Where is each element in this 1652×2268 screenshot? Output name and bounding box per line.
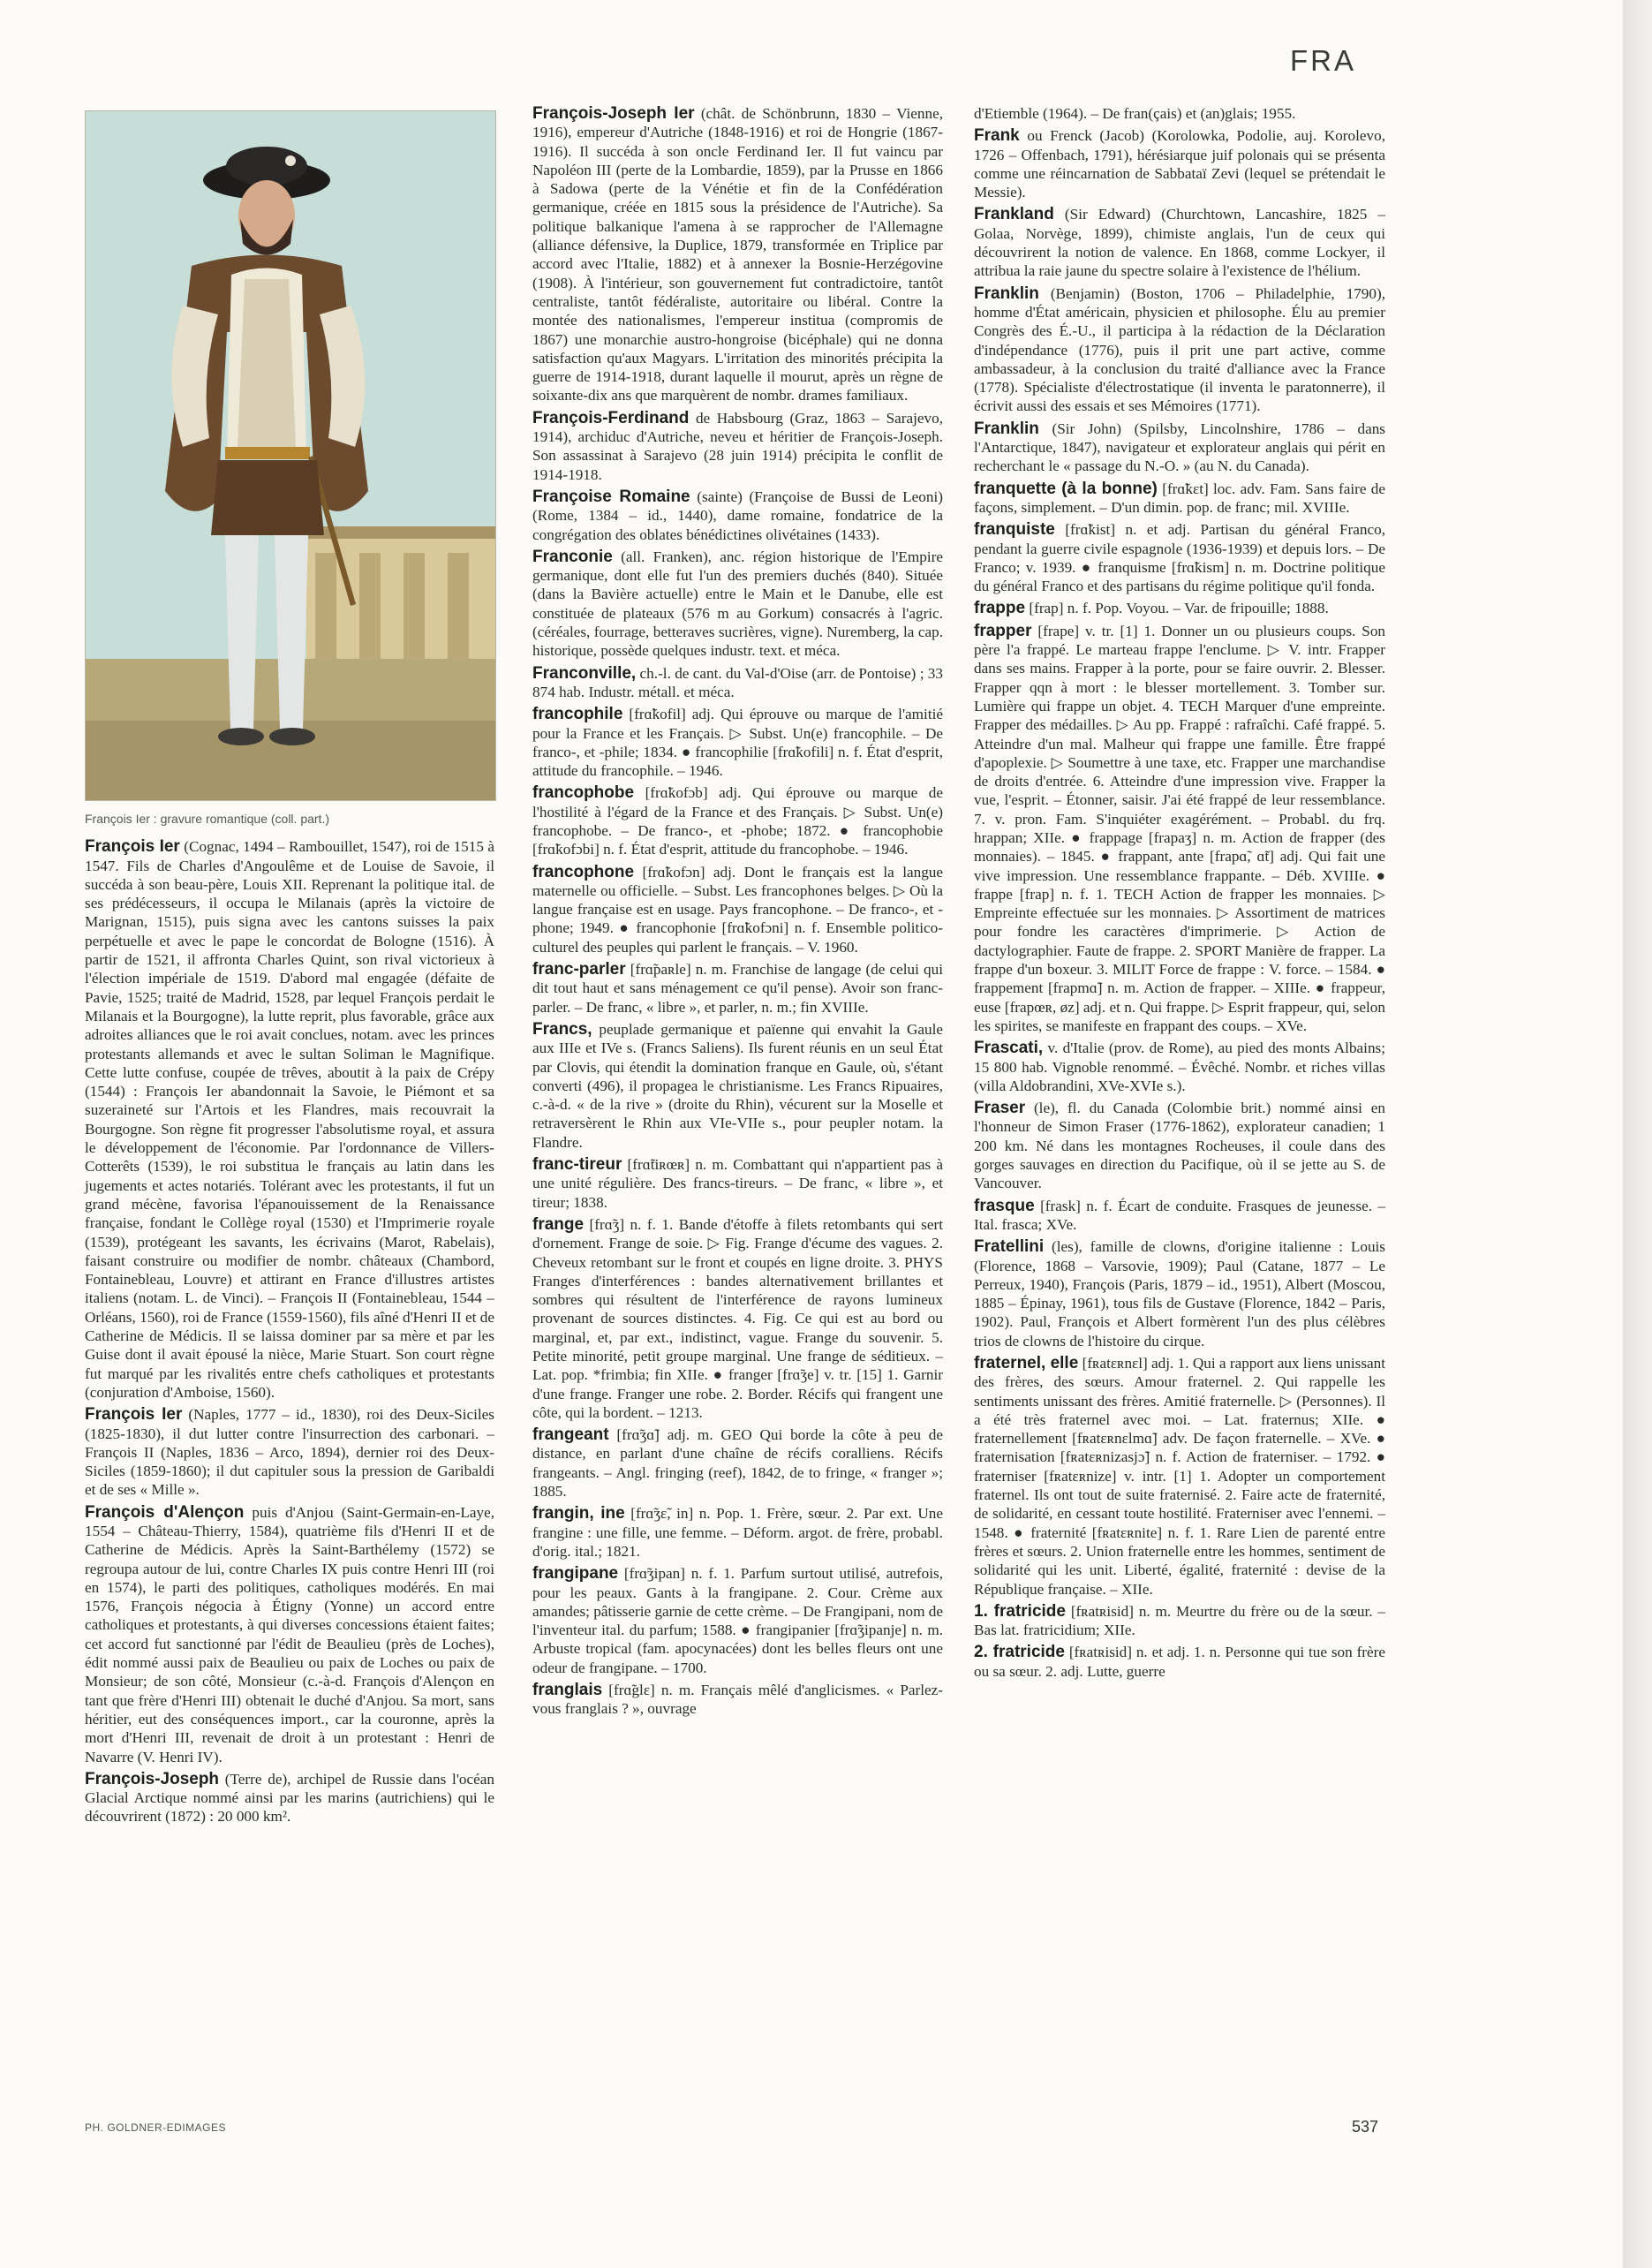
dictionary-entry bbox=[532, 548, 943, 661]
dictionary-entry bbox=[85, 837, 494, 1402]
entry-headword: francophone bbox=[532, 862, 635, 881]
dictionary-entry bbox=[532, 783, 943, 858]
entry-headword: Franklin bbox=[974, 419, 1039, 438]
entry-headword: François-Joseph Ier bbox=[532, 104, 695, 123]
entry-text: de Habsbourg (Graz, 1863 – Sarajevo, 1914), archiduc d'Autriche, neveu et héritier de François-Joseph. Son assassinat à Sarajevo (28 juin 1914) précipita le conflit de 1914-1918. bbox=[532, 409, 944, 483]
entry-text: [frɑ̃glɛ] n. m. Français mêlé d'anglicismes. « Parlez-vous franglais ? », ouvrage bbox=[532, 1682, 943, 1718]
entry-text: (Sir John) (Spilsby, Lincolnshire, 1786 – dans l'Antarctique, 1847), navigateur et explorateur anglais qui périt en recherchant le « passage du N.-O. » (au N. du Canada). bbox=[974, 420, 1385, 475]
dictionary-entry bbox=[974, 520, 1385, 595]
entry-text: (les), famille de clowns, d'origine italienne : Louis (Florence, 1868 – Varsovie, 1909); Paul (Catane, 1877 – Le Perreux, 1940), François (Paris, 1879 – id., 1951), Albert (Moscou, 1885 – Épinay, 1961), tous fils de Gustave (Florence, 1842 – Paris, 1902). Paul, François et Albert formèrent l'un des plus célèbres trios de clowns de l'histoire du cirque. bbox=[974, 1238, 1385, 1349]
entry-text: (Cognac, 1494 – Rambouillet, 1547), roi de 1515 à 1547. Fils de Charles d'Angoulême et de Louise de Savoie, il succéda à son beau-père, Louis XII. Reprenant la politique ital. de ses prédécesseurs, il occupa le Milanais (après la victoire de Marignan, 1515), puis signa avec les cantons suisses la paix perpétuelle et avec le pape le concordat de Bologne (1516). À partir de 1521, il affronta Charles Quint, son rival victorieux à l'élection impériale de 1519. D'abord mal engagée (défaite de Pavie, 1525; traité de Madrid, 1528, par lequel François perdait le Milanais et la Bourgogne), la lutte reprit, plus favorable, grâce aux adroites alliances que le roi avait conclues, notam. avec les princes protestants allemands et avec le sultan Soliman le Magnifique. Cette lutte confuse, coupée de trêves, aboutit à la paix de Crépy (1544) : François Ier abandonnait la Savoie, le Piémont et sa suzeraineté sur l'Artois et les Flandres, mais recouvrait la Bourgogne. Son règne fit progresser l'absolutisme royal, et assura le développement de l'économie. Par l'ordonnance de Villers-Cotterêts (1539), le roi substitua le français au latin dans les jugements et actes notariés. Tolérant avec les protestants, il fut un grand mécène, favorisa l'épanouissement de la Renaissance française, fondant le Collège royal (1530) et l'Imprimerie royale (1539), protégeant les savants, les écrivains (Marot, Rabelais), faisant construire ou modifier de nombr. châteaux (Chambord, Fontainebleau, Louvre) et attirant en France d'illustres artistes italiens (notam. L. de Vinci). – François II (Fontainebleau, 1544 – Orléans, 1560), roi de France (1559-1560), fils aîné d'Henri II et de Catherine de Médicis. Il se laissa dominer par sa mère et par les Guise dont il avait épousé la nièce, Marie Stuart. Son court règne fut marqué par les rivalités entre chefs catholiques et protestants (conjuration d'Amboise, 1560). bbox=[85, 838, 494, 1401]
dictionary-entry bbox=[974, 1602, 1385, 1640]
dictionary-entry bbox=[85, 1770, 494, 1826]
entry-headword: Fratellini bbox=[974, 1237, 1045, 1257]
entry-text: [frɑ̃kist] n. et adj. Partisan du général Franco, pendant la guerre civile espagnole (1936-1939) et depuis lors. – De Franco; v. 1939. ● franquisme [frɑ̃kism] n. m. Doctrine politique du général Franco et des partisans du régime politique qu'il fonda. bbox=[974, 521, 1386, 595]
entry-headword: franquette (à la bonne) bbox=[974, 479, 1158, 498]
entry-headword: François Ier bbox=[85, 1405, 183, 1425]
dictionary-entry bbox=[532, 104, 943, 405]
entry-headword: Franconville, bbox=[532, 663, 637, 683]
dictionary-entry bbox=[532, 960, 943, 1017]
column-1 bbox=[85, 110, 494, 1830]
dictionary-entry bbox=[532, 1020, 943, 1152]
entry-text: [frɑ̃kofɔb] adj. Qui éprouve ou marque de l'hostilité à l'égard de la France et des Français. ▷ Subst. Un(e) francophobe. – De franco-, et -phobe; 1872. ● francophobie [frɑ̃kofɔbi] n. f. État d'esprit, attitude du francophobe. – 1946. bbox=[532, 784, 943, 858]
entry-text: (sainte) (Françoise de Bussi de Leoni) (Rome, 1384 – id., 1440), dame romaine, fondatrice de la congrégation des oblates bénédictines olivétaines (1433). bbox=[532, 488, 943, 543]
entry-text: [frɑ̃ʒ] n. f. 1. Bande d'étoffe à filets retombants qui sert d'ornement. Frange de soie. ▷ Fig. Frange d'écume des vagues. 2. Cheveux retombant sur le front et coupés en ligne droite. 3. PHYS Franges d'interférences : bandes alternativement brillantes et sombres qui résultent de l'interférence de rayons lumineux provenant de sources distinctes. 4. Fig. Ce qui est au bord ou marginal, et, par ext., indistinct, vague. Frange du souvenir. 5. Petite minorité, petit groupe marginal. Une frange de séditieux. – Lat. pop. *frimbia; fin XIIe. ● franger [frɑ̃ʒe] v. tr. [15] 1. Garnir d'une frange. Franger une robe. 2. Border. Récifs qui frangent une côte, qui la bordent. – 1213. bbox=[532, 1215, 943, 1421]
entry-text: [frap] n. f. Pop. Voyou. – Var. de fripouille; 1888. bbox=[1029, 600, 1329, 617]
dictionary-entry bbox=[974, 480, 1385, 518]
entry-text: [fʀatʀisid] n. m. Meurtre du frère ou de la sœur. – Bas lat. fratricidium; XIIe. bbox=[974, 1602, 1385, 1639]
entry-headword: François-Joseph bbox=[85, 1769, 220, 1788]
dictionary-entry bbox=[532, 1564, 943, 1677]
dictionary-entry bbox=[532, 863, 943, 956]
entry-headword: Françoise Romaine bbox=[532, 487, 690, 506]
entry-text: puis d'Anjou (Saint-Germain-en-Laye, 1554 – Château-Thierry, 1584), quatrième fils d'Henri II et de Catherine de Médicis. Après la Saint-Barthélemy (1572) se regroupa autour de lui, contre Charles IX puis contre Henri III (roi en 1574), le parti des politiques, catholiques modérés. En mai 1576, François négocia à Étigny (Yonne) un accord entre catholiques et protestants, à qui diverses concessions étaient faites; cet accord fut sanctionné par l'édit de Beaulieu (près de Loches), édit nommé aussi paix de Beaulieu ou paix de Loches ou paix de Monsieur; de son côté, Monsieur (c.-à-d. François d'Alençon en tant que frère d'Henri III) obtenait le duché d'Anjou. Sa mort, sans héritier, eut des conséquences import., car la couronne, après la mort d'Henri III, revenait de droit à un protestant : Henri de Navarre (V. Henri IV). bbox=[85, 1503, 495, 1765]
entry-headword: frappe bbox=[974, 599, 1026, 618]
entry-headword: Francs, bbox=[532, 1019, 592, 1039]
page-edge bbox=[1623, 0, 1652, 2268]
entry-headword: frasque bbox=[974, 1196, 1035, 1215]
dictionary-entry bbox=[532, 1425, 943, 1501]
dictionary-entry bbox=[532, 1681, 943, 1719]
entry-headword: francophobe bbox=[532, 783, 635, 803]
entry-text: ch.-l. de cant. du Val-d'Oise (arr. de Pontoise) ; 33 874 hab. Industr. métall. et méca. bbox=[532, 664, 943, 700]
entry-headword: frangeant bbox=[532, 1425, 609, 1445]
entry-headword: franquiste bbox=[974, 520, 1055, 540]
photo-credit: PH. GOLDNER-EDIMAGES bbox=[85, 2121, 227, 2134]
entry-headword: François Ier bbox=[85, 837, 180, 857]
entry-text: [fʀatɛʀnɛl] adj. 1. Qui a rapport aux liens unissant des frères, des sœurs. Amour fraternel. 2. Qui rappelle les sentiments unissant des frères. Amitié fraternelle. ▷ (Personnes). Il a été très fraternel avec moi. – Lat. fraternus; XIIe. ● fraternellement [fʀatɛʀnɛlmɑ̃] adv. De façon fraternelle. – XVe. ● fraternisation [fʀatɛʀnizasjɔ̃] n. f. Action de fraterniser. – 1792. ● fraterniser [fʀatɛʀnize] v. intr. [1] 1. Adopter un comportement fraternel. Ils ont tout de suite fraternisé. 2. Faire acte de fraternité, de solidarité, en cessant toute hostilité. Fraterniser avec l'ennemi. – 1548. ● fraternité [fʀatɛʀnite] n. f. 1. Rare Lien de parenté entre frères et sœurs. 2. Union fraternelle entre les hommes, sentiment de solidarité qui les unit. Liberté, égalité, fraternité : devise de la République française. – XIIe. bbox=[974, 1355, 1386, 1598]
entry-text: [fʀatʀisid] n. et adj. 1. n. Personne qui tue son frère ou sa sœur. 2. adj. Lutte, guerre bbox=[974, 1644, 1386, 1680]
entry-headword: Frank bbox=[974, 126, 1020, 146]
entry-text: [frɑ̃ʒipan] n. f. 1. Parfum surtout utilisé, autrefois, pour les peaux. Gants à la frangipane. 2. Cour. Crème aux amandes; pâtisserie garnie de cette crème. – De Frangipani, nom de l'inventeur ital. du parfum; 1588. ● frangipanier [frɑ̃ʒipanje] n. m. Arbuste tropical (fam. apocynacées) dont les belles fleurs ont une odeur de frangipane. – 1700. bbox=[532, 1565, 944, 1676]
entry-headword: franglais bbox=[532, 1681, 603, 1700]
entry-text: [frɑ̃kofɔn] adj. Dont le français est la langue maternelle ou officielle. – Subst. Les francophones belges. ▷ Où la langue française est en usage. Pays francophone. – De franco-, et -phone; 1949. ● francophonie [frɑ̃kofɔni] n. f. Ensemble politico-culturel des peuples qui parlent le français. – V. 1960. bbox=[532, 863, 944, 956]
dictionary-entry bbox=[974, 1237, 1385, 1350]
entry-text: (Sir Edward) (Churchtown, Lancashire, 1825 – Golaa, Norvège, 1899), chimiste anglais, l'un de ceux qui découvrirent la notion de valence. En 1868, comme Lockyer, il attribua la raie jaune du spectre solaire à l'existence de l'hélium. bbox=[974, 206, 1386, 280]
dictionary-entry bbox=[532, 409, 943, 484]
entry-headword: frangipane bbox=[532, 1564, 619, 1584]
entry-headword: 2. fratricide bbox=[974, 1643, 1065, 1662]
dictionary-entry bbox=[974, 1197, 1385, 1235]
illustration-caption: François Ier : gravure romantique (coll. part.) bbox=[85, 812, 329, 826]
dictionary-entry bbox=[532, 488, 943, 544]
entry-headword: franc-parler bbox=[532, 960, 626, 979]
dictionary-entry bbox=[974, 205, 1385, 280]
entry-headword: francophile bbox=[532, 705, 623, 724]
entry-text: (Naples, 1777 – id., 1830), roi des Deux-Siciles (1825-1830), il dut lutter contre l'insurrection des carbonari. – François II (Naples, 1836 – Arco, 1894), dernier roi des Deux-Siciles (1859-1860); il dut capituler sous la pression de Garibaldi et de ses « Mille ». bbox=[85, 1406, 494, 1499]
dictionary-entry bbox=[974, 1643, 1385, 1681]
dictionary-entry bbox=[974, 126, 1385, 201]
entry-text: [frɑ̃tiʀœʀ] n. m. Combattant qui n'appartient pas à une unité régulière. Des francs-tireurs. – De franc, « libre », et tireur; 1838. bbox=[532, 1156, 943, 1211]
entry-headword: frange bbox=[532, 1214, 585, 1234]
dictionary-entry bbox=[974, 622, 1385, 1036]
column-1-entries bbox=[85, 837, 494, 1826]
entry-text: d'Etiemble (1964). – De fran(çais) et (an)glais; 1955. bbox=[974, 105, 1296, 122]
dictionary-entry bbox=[532, 1215, 943, 1422]
entry-text: v. d'Italie (prov. de Rome), au pied des monts Albains; 15 800 hab. Vignoble renommé. – Évêché. Nombr. et riches villas (villa Aldobrandini, XVe-XVIe s.). bbox=[974, 1040, 1385, 1094]
column-3 bbox=[974, 104, 1385, 1684]
entry-text: (chât. de Schönbrunn, 1830 – Vienne, 1916), empereur d'Autriche (1848-1916) et roi de Hongrie (1867-1916). Il succéda à son oncle Ferdinand Ier. Il fut vaincu par Napoléon III (perte de la Lombardie, 1859), par la Prusse en 1866 à Sadowa (perte de la Vénétie et fin de la Confédération germanique, créée en 1815 sous la présidence de l'Autriche). Sa politique balkanique l'amena à se rapprocher de l'Allemagne (alliance défensive, la Duplice, 1879, transformée en Triplice par accord avec l'Italie, 1882) et à annexer la Bosnie-Herzégovine (1908). À l'intérieur, son gouvernement fut contradictoire, tantôt centraliste, tantôt fédéraliste, autoritaire ou libéral. Contre la montée des nationalismes, l'empereur institua (compromis de 1867) une monarchie austro-hongroise (bicéphale) qui ne donna satisfaction qu'aux Magyars. L'irritation des minorités précipita la guerre de 1914-1918, durant laquelle il mourut, après un règne de soixante-dix ans que marquèrent de nombr. drames familiaux. bbox=[532, 105, 943, 404]
entry-headword: François d'Alençon bbox=[85, 1502, 245, 1522]
entry-text: ou Frenck (Jacob) (Korolowka, Podolie, auj. Korolevo, 1726 – Offenbach, 1791), hérésiarque juif polonais qui se présenta comme une réincarnation de Sabbataï Zevi (lequel se prétendait le Messie). bbox=[974, 127, 1386, 201]
entry-text: [frape] v. tr. [1] 1. Donner un ou plusieurs coups. Son père l'a frappé. Le marteau frappe l'enclume. ▷ V. intr. Frapper dans ses mains. Frapper à la porte, pour se faire ouvrir. 2. Blesser. Frapper qqn à mort : le blesser mortellement. 3. Tomber sur. Lumière qui frappe un objet. 4. TECH Marquer d'une empreinte. Frapper des médailles. ▷ Au pp. Frappé : rafraîchi. Café frappé. 5. Atteindre d'un mal. Malheur qui frappe une famille. Être frappé d'apoplexie. ▷ Soumettre à une taxe, etc. Frapper une marchandise de droits d'entrée. 6. Atteindre d'une impression vive. Frapper la vue, l'esprit. – Étonner, saisir. J'ai été frappé de leur ressemblance. 7. v. pron. Fam. S'inquiéter exagérément. – Probabl. du frq. hrappan; XIIe. ● frappage [frapaʒ] n. m. Action de frapper (des monnaies). – 1845. ● frappant, ante [frapɑ̃, ɑ̃t] adj. Qui fait une vive impression. Une ressemblance frappante. – Déb. XVIIIe. ● frappe [frap] n. f. 1. TECH Action de frapper les monnaies. ▷ Empreinte effectuée sur les monnaies. ▷ Assortiment de matrices pour fondre les caractères d'imprimerie. ▷ Action de dactylographier. Faute de frappe. 2. SPORT Manière de frapper. La frappe d'un boxeur. 3. MILIT Force de frappe : V. force. – 1584. ● frappement [frapmɑ̃] n. m. Action de frapper. – XIIIe. ● frappeur, euse [frapœʀ, øz] adj. et n. Qui frappe. ▷ Esprit frappeur, qui, selon les spirites, se manifeste en frappant des coups. – XVe. bbox=[974, 622, 1386, 1034]
running-head: FRA bbox=[1290, 44, 1356, 77]
entry-headword: Frankland bbox=[974, 205, 1054, 224]
dictionary-entry bbox=[85, 1405, 494, 1499]
portrait-of-francois-ier-image bbox=[86, 111, 495, 800]
entry-text: (all. Franken), anc. région historique de l'Empire germanique, dont elle fut l'un des premiers duchés (840). Située (dans la Bavière actuelle) entre le Main et le Danube, elle est constituée de plateaux (576 m au Gorkum) consacrés à l'agric. (céréales, fourrage, betteraves sucrières, vigne). Nuremberg, la cap. historique, possède quelques industr. text. et méca. bbox=[532, 548, 943, 660]
dictionary-entry bbox=[974, 104, 1385, 123]
page-number: 537 bbox=[1352, 2118, 1379, 2136]
entry-text: [frask] n. f. Écart de conduite. Frasques de jeunesse. – Ital. frasca; XVe. bbox=[974, 1197, 1386, 1233]
dictionary-entry bbox=[532, 705, 943, 780]
entry-text: [frɑ̃paʀle] n. m. Franchise de langage (de celui qui dit tout haut et sans ménagement ce qu'il pense). Avoir son franc-parler. – De franc, « libre », et parler, n. m.; fin XVIIIe. bbox=[532, 961, 944, 1016]
entry-headword: Franklin bbox=[974, 284, 1039, 303]
dictionary-entry bbox=[974, 420, 1385, 476]
entry-text: peuplade germanique et païenne qui envahit la Gaule aux IIIe et IVe s. (Francs Saliens). Ils furent réunis en un seul État par Clovis, qui étendit la domination franque en Gaule, où, s'étant converti (496), il propagea le christianisme. Les Francs Ripuaires, c.-à-d. « de la rive » (droite du Rhin), vécurent sur la Moselle et retraversèrent le Rhin aux VIe-VIIe s., pour peupler notam. la Flandre. bbox=[532, 1020, 944, 1151]
entry-text: [frɑ̃kofil] adj. Qui éprouve ou marque de l'amitié pour la France et les Français. ▷ Subst. Un(e) francophile. – De franco-, et -phile; 1834. ● francophilie [frɑ̃kofili] n. f. État d'esprit, attitude du francophile. – 1946. bbox=[532, 706, 944, 780]
entry-headword: fraternel, elle bbox=[974, 1354, 1079, 1372]
entry-headword: Frascati, bbox=[974, 1039, 1044, 1058]
entry-headword: François-Ferdinand bbox=[532, 408, 690, 427]
dictionary-entry bbox=[974, 1039, 1385, 1095]
dictionary-entry bbox=[974, 1354, 1385, 1599]
entry-text: (Terre de), archipel de Russie dans l'océan Glacial Arctique nommé ainsi par les marins (autrichiens) qui le découvrirent (1872) : 20 000 km². bbox=[85, 1770, 495, 1826]
dictionary-entry bbox=[532, 1504, 943, 1561]
entry-text: [frɑ̃kɛt] loc. adv. Fam. Sans faire de façons, simplement. – D'un dimin. pop. de franc; mil. XVIIIe. bbox=[974, 480, 1385, 516]
entry-headword: Franconie bbox=[532, 547, 613, 566]
entry-headword: 1. fratricide bbox=[974, 1601, 1066, 1621]
portrait-illustration bbox=[85, 110, 496, 801]
entry-headword: frapper bbox=[974, 621, 1032, 640]
entry-headword: franc-tireur bbox=[532, 1155, 622, 1175]
entry-text: (Benjamin) (Boston, 1706 – Philadelphie, 1790), homme d'État américain, physicien et philosophe. Élu au premier Congrès des É.-U., il participa à la rédaction de la Déclaration d'indépendance (1776), puis il prit une part active, comme ambassadeur, à la conclusion du traité d'alliance avec la France (1778). Spécialiste d'électrostatique (il inventa le paratonnerre), il écrivit aussi des essais et ses Mémoires (1771). bbox=[974, 284, 1385, 415]
entry-text: [frɑ̃ʒɛ̃, in] n. Pop. 1. Frère, sœur. 2. Par ext. Une frangine : une fille, une femme. – Déform. argot. de frère, probabl. d'orig. ital.; 1821. bbox=[532, 1505, 944, 1560]
entry-headword: frangin, ine bbox=[532, 1504, 625, 1523]
column-2 bbox=[532, 104, 943, 1722]
dictionary-entry bbox=[974, 284, 1385, 416]
dictionary-entry bbox=[85, 1503, 494, 1766]
entry-text: [frɑ̃ʒɑ̃] adj. m. GEO Qui borde la côte à peu de distance, en parlant d'une chaîne de récifs coralliens. Récifs frangeants. – Angl. fringing (reef), 1842, de to fringe, « franger »; 1885. bbox=[532, 1426, 943, 1501]
entry-text: (le), fl. du Canada (Colombie brit.) nommé ainsi en l'honneur de Simon Fraser (1776-1862), explorateur canadien; 1 200 km. Né dans les montagnes Rocheuses, il coule dans des gorges sauvages en direction du Pacifique, où il se jette au S. de Vancouver. bbox=[974, 1100, 1386, 1192]
entry-headword: Fraser bbox=[974, 1099, 1026, 1118]
dictionary-entry bbox=[532, 664, 943, 702]
dictionary-entry bbox=[974, 1099, 1385, 1192]
dictionary-entry bbox=[974, 599, 1385, 617]
dictionary-entry bbox=[532, 1155, 943, 1212]
